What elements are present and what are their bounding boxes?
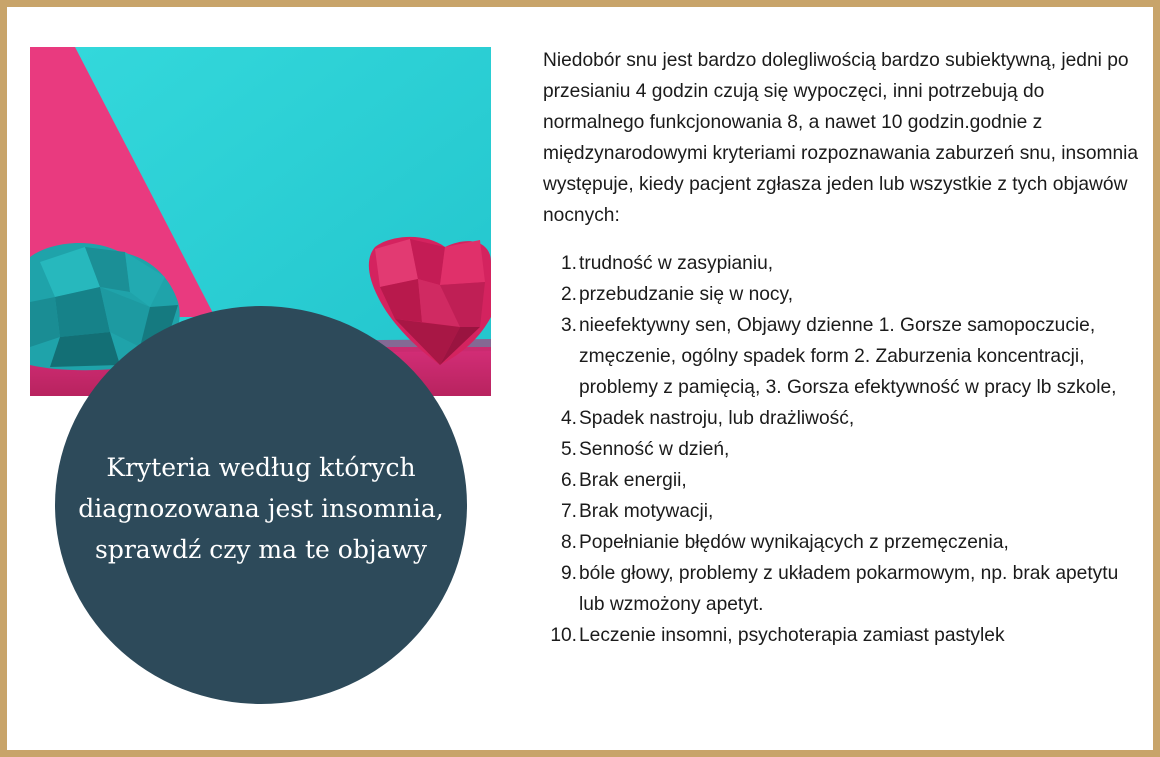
list-item-text: Popełnianie błędów wynikających z przemęczenia, bbox=[579, 532, 1009, 553]
list-item-number: 9. bbox=[560, 563, 577, 584]
list-item-text: nieefektywny sen, Objawy dzienne 1. Gorsze samopoczucie, zmęczenie, ogólny spadek form 2. Zaburzenia koncentracji, problemy z pamięcią, 3. Gorsza efektywność w pracy lb szkole, bbox=[579, 315, 1117, 398]
list-item bbox=[543, 279, 1143, 310]
list-item bbox=[543, 496, 1143, 527]
list-item-number: 8. bbox=[560, 532, 577, 553]
list-item-text: Leczenie insomni, psychoterapia zamiast pastylek bbox=[579, 625, 1005, 646]
list-item-number: 3. bbox=[560, 315, 577, 336]
circle-heading: Kryteria według których diagnozowana jest insomnia, sprawdź czy ma te objawy bbox=[78, 452, 444, 564]
list-item-text: Spadek nastroju, lub drażliwość, bbox=[579, 408, 855, 429]
list-item bbox=[543, 434, 1143, 465]
list-item bbox=[543, 558, 1143, 620]
list-item-number: 5. bbox=[560, 439, 577, 460]
list-item-text: Senność w dzień, bbox=[579, 439, 730, 460]
list-item bbox=[543, 620, 1143, 651]
list-item-text: trudność w zasypianiu, bbox=[579, 253, 774, 274]
list-item-number: 7. bbox=[560, 501, 577, 522]
intro-paragraph: Niedobór snu jest bardzo dolegliwością bardzo subiektywną, jedni po przesianiu 4 godzin czują się wypoczęci, inni potrzebują do normalnego funkcjonowania 8, a nawet 10 godzin.godnie z międzynarodowymi kryteriami rozpoznawania zaburzeń snu, insomnia występuje, kiedy pacjent zgłasza jeden lub wszystkie z tych objawów nocnych: bbox=[543, 50, 1139, 226]
list-item-number: 2. bbox=[560, 284, 577, 305]
list-item-number: 6. bbox=[560, 470, 577, 491]
symptom-list bbox=[543, 248, 1143, 651]
list-item bbox=[543, 403, 1143, 434]
list-item bbox=[543, 248, 1143, 279]
list-item bbox=[543, 527, 1143, 558]
title-circle bbox=[55, 306, 467, 704]
list-item-text: bóle głowy, problemy z układem pokarmowym, np. brak apetytu lub wzmożony apetyt. bbox=[579, 563, 1119, 615]
list-item-text: Brak motywacji, bbox=[579, 501, 714, 522]
list-item bbox=[543, 310, 1143, 403]
main-text bbox=[543, 45, 1143, 651]
list-item-text: przebudzanie się w nocy, bbox=[579, 284, 794, 305]
list-item-number: 4. bbox=[560, 408, 577, 429]
list-item-text: Brak energii, bbox=[579, 470, 687, 491]
list-item-number: 10. bbox=[550, 625, 577, 646]
list-item-number: 1. bbox=[560, 253, 577, 274]
list-item bbox=[543, 465, 1143, 496]
